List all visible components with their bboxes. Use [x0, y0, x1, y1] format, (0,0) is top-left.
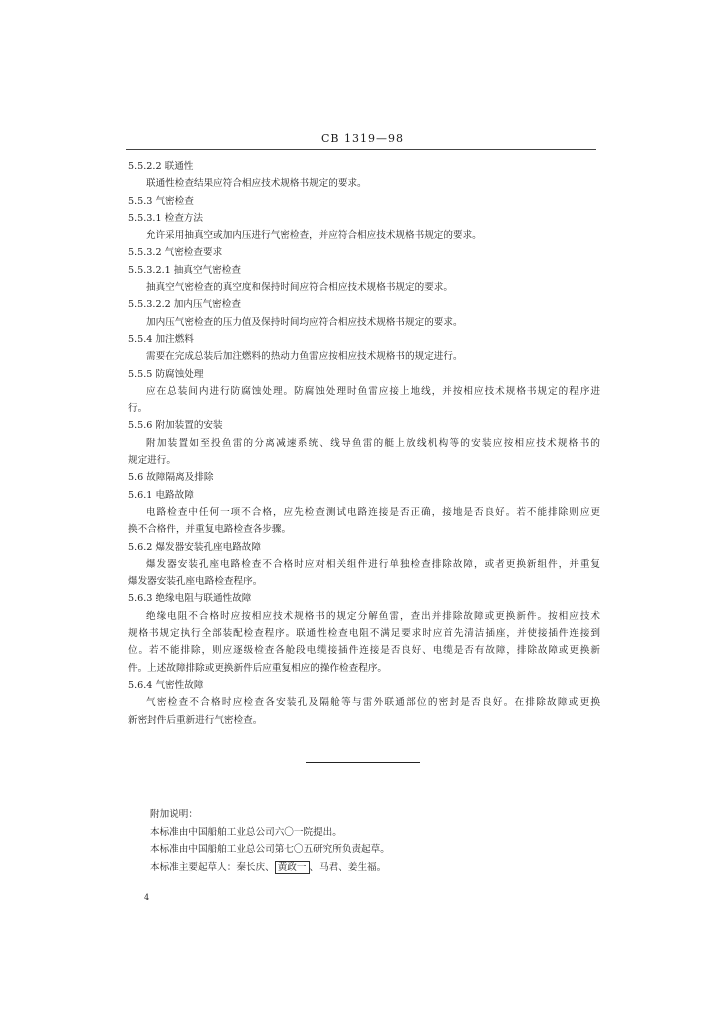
- paragraph-line: 规定进行。: [128, 455, 176, 467]
- section-heading: 5.5.3.2.1 抽真空气密检查: [128, 264, 241, 276]
- section-heading: 5.5.3.2.2 加内压气密检查: [128, 299, 241, 311]
- paragraph-line: 换不合格件，并重复电路检查各步骤。: [128, 524, 292, 536]
- note-line: 本标准由中国船舶工业总公司第七〇五研究所负责起草。: [150, 844, 390, 855]
- section-heading: 5.6.4 气密性故障: [128, 679, 204, 691]
- paragraph-line: 允许采用抽真空或加内压进行气密检查，并应符合相应技术规格书规定的要求。: [146, 230, 482, 242]
- page-number: 4: [144, 893, 150, 902]
- paragraph-line: 爆发器安装孔座电路检查程序。: [128, 576, 263, 588]
- end-of-text-rule: [306, 762, 420, 763]
- paragraph-line: 加内压气密检查的压力值及保持时间均应符合相应技术规格书规定的要求。: [146, 316, 463, 328]
- section-heading: 5.5.3.1 检查方法: [128, 212, 203, 224]
- additional-notes: [150, 806, 390, 876]
- paragraph-line: 爆发器安装孔座电路检查不合格时应对相关组件进行单独检查排除故障，或者更换新组件，并重复: [146, 558, 600, 570]
- paragraph-line: 新密封件后重新进行气密检查。: [128, 714, 263, 726]
- note-line-drafters: [150, 859, 390, 877]
- section-heading: 5.6 故障隔离及排除: [128, 472, 214, 484]
- paragraph-line: 行。: [128, 403, 148, 415]
- section-heading: 5.5.3 气密检查: [128, 195, 194, 207]
- paragraph-line: 附加装置如至投鱼雷的分离减速系统、线导鱼雷的艇上放线机构等的安装应按相应技术规格书的: [146, 437, 600, 449]
- paragraph-line: 抽真空气密检查的真空度和保持时间应符合相应技术规格书规定的要求。: [146, 282, 453, 294]
- paragraph-line: 件。上述故障排除或更换新件后应重复相应的操作检查程序。: [128, 662, 388, 674]
- paragraph-line: 应在总装间内进行防腐蚀处理。防腐蚀处理时鱼雷应接上地线，并按相应技术规格书规定的程序进: [146, 385, 600, 397]
- section-heading: 5.6.3 绝缘电阻与联通性故障: [128, 593, 252, 605]
- paragraph-line: 联通性检查结果应符合相应技术规格书规定的要求。: [146, 178, 367, 190]
- section-heading: 5.5.4 加注燃料: [128, 333, 194, 345]
- paragraph-line: 规格书规定执行全部装配检查程序。联通性检查电阻不满足要求时应首先清洁插座，并使接插件连接到: [128, 628, 600, 640]
- header-rule: [126, 149, 596, 150]
- section-heading: 5.6.1 电路故障: [128, 489, 194, 501]
- paragraph-line: 电路检查中任何一项不合格，应先检查测试电路连接是否正确，接地是否良好。若不能排除则应更: [146, 506, 600, 518]
- note-line: 本标准由中国船舶工业总公司六〇一院提出。: [150, 826, 342, 838]
- paragraph-line: 绝缘电阻不合格时应按相应技术规格书的规定分解鱼雷，查出并排除故障或更换新件。按相应技术: [146, 610, 600, 622]
- document-header: CB 1319—98: [321, 132, 404, 145]
- note-title: 附加说明：: [150, 809, 198, 820]
- drafters-suffix: 、马君、姜生福。: [309, 861, 387, 873]
- document-body: [128, 158, 600, 729]
- section-heading: 5.5.3.2 气密检查要求: [128, 247, 223, 259]
- drafters-prefix: 本标准主要起草人：秦长庆、: [150, 861, 275, 873]
- section-heading: 5.5.2.2 联通性: [128, 161, 194, 172]
- section-heading: 5.6.2 爆发器安装孔座电路故障: [128, 541, 261, 553]
- boxed-drafter-name: 黄政一: [275, 861, 310, 874]
- paragraph-line: 气密检查不合格时应检查各安装孔及隔舱等与雷外联通部位的密封是否良好。在排除故障或更换: [146, 697, 600, 709]
- section-heading: 5.5.6 附加装置的安装: [128, 420, 223, 432]
- section-heading: 5.5.5 防腐蚀处理: [128, 368, 204, 380]
- paragraph-line: 需要在完成总装后加注燃料的热动力鱼雷应按相应技术规格书的规定进行。: [146, 351, 463, 363]
- paragraph-line: 位。若不能排除，则应逐级检查各舱段电缆接插件连接是否良好、电缆是否有故障，排除故障或更换新: [128, 645, 600, 657]
